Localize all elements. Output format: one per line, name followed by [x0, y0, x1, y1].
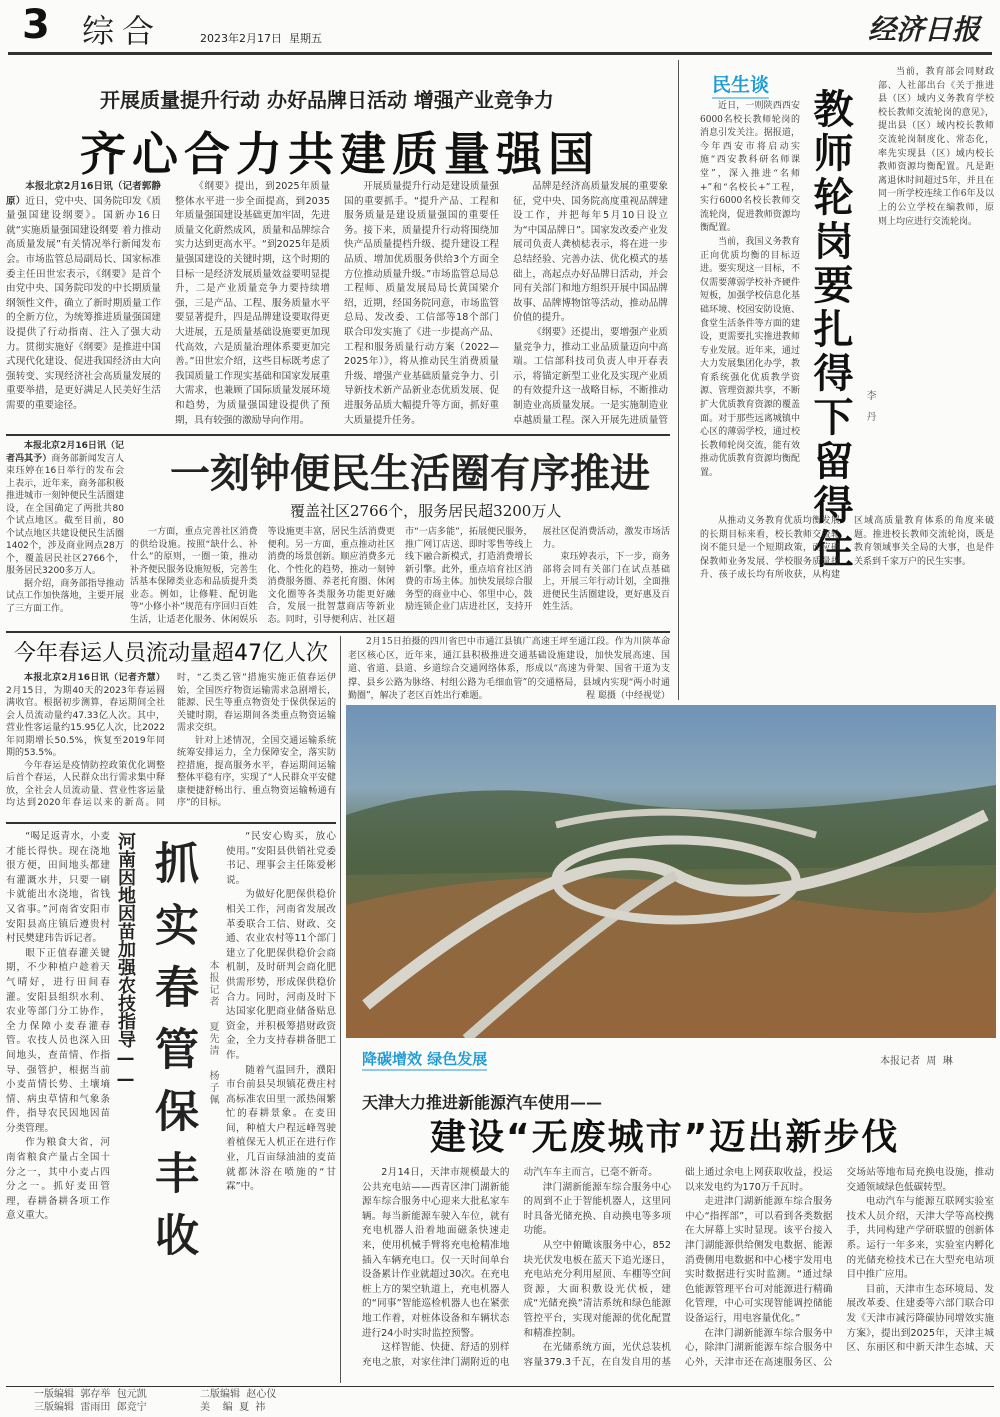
divider [6, 631, 670, 633]
column-body-1: 近日，一则陕西西安6000名校长教师轮岗的消息引发关注。据报道，今年西安市将启动实施“西安教科研名师课堂”，深入推进“名师+”和“名校长+”工程，实行6000名校长教师交流轮岗，促进教师资源均衡配置。 当前，我国义务教育正向优质均衡的目标迈进。要实现这一目标，不仅需要薄弱学校补齐硬件短板，加强学校信息化基础环境、校园安防设施、食堂生活条件等方面的建设，更需要扎实推进教师专业发展。近年来，通过大力发展集团化办学，教育系统强化优质教学资源、管理资源共享，不断扩大优质教育资源的覆盖面。对于那些远离城镇中心区的薄弱学校，通过校长教师轮岗交流，能有效推动优质教育资源均衡配置。 [700, 101, 800, 479]
editor-credit: 美 编 夏 祎 [200, 1402, 266, 1413]
story1-dateline: 本报北京2月16日讯（记者郭静原） [6, 181, 161, 207]
story1-kicker: 开展质量提升行动 办好品牌日活动 增强产业竞争力 [100, 88, 554, 112]
section-name: 综合 [82, 12, 163, 50]
story4-body-2: “民安心购买，放心使用。”安阳县供销社党委书记、理事会主任陈爱彬说。 为做好化肥保供稳价相关工作，河南省发展改革委联合工信、财政、交通、农业农村等11个部门建立了化肥保供稳价会商机制，及时研判会商化肥供需形势，形成保供稳价合力。同时，河南及时下达国家化肥商业储备贴息资金，并积极筹措财政资金，全力支持春耕备肥工作。 随着气温回升，濮阳市台前县吴坝镇花费庄村高标准农田里一派热闹繁忙的春耕景象。在麦田间，种植大户程远峰驾驶着植保无人机正在进行作业，几百亩绿油油的麦苗就都沐浴在喷施的“甘霖”中。 [226, 831, 336, 1193]
story4-subtitle: 河南因地因苗加强农技指导—— [115, 832, 136, 1090]
editor-credit: 一版编辑 郭存举 包元凯 [34, 1389, 147, 1400]
photo-caption: 2月15日拍摄的四川省巴中市通江县镇广高速王坪至通江段。作为川陕革命老区核心区，近年来，通江县积极推进交通基础设施建设，加快发展高速、国道、省道、县道、乡道综合交通网络体系，形成以“高速为骨架、国省干道为支撑、县乡公路为脉络、村组公路为毛细血管”的交通格局，县域内实现“两小时通勤圈”，解决了老区百姓出行难题。 程 聪摄（中经视觉） [348, 636, 670, 704]
editor-credit: 二版编辑 赵心仪 [200, 1389, 277, 1400]
story3-headline: 今年春运人员流动量超47亿人次 [14, 641, 328, 666]
story2-subhead: 覆盖社区2766个，服务居民超3200万人 [290, 502, 562, 520]
divider [6, 822, 336, 824]
newspaper-logo: 经济日报 [867, 13, 980, 46]
story5-kicker: 天津大力推进新能源汽车使用—— [362, 1093, 603, 1112]
editor-credit: 三版编辑 雷雨田 郎竞宁 [34, 1402, 147, 1413]
divider [6, 434, 670, 436]
divider [340, 636, 341, 1038]
story5-body: 2月14日，天津市规模最大的公共充电站——西青区津门湖新能源车综合服务中心迎来大批私家车辆。每当新能源车驶入车位，就有充电机器人沿着地面磁条快速走来，使用机械手臂将充电枪精准地插入车辆充电口。仅一天时间单台设备累计作业就超过30次。在充电桩上方的架空轨道上，充电机器人的“同事”智能巡检机器人也在紧张地工作着，对桩体设备和车辆状态进行24小时实时监控预警。 这样智能、快捷、舒适的别样充电之旅，对家住津门湖附近的电动汽车车主而言，已毫不新奇。 津门湖新能源车综合服务中心的周到不止于智能机器人，这里同时具备光储充换、自动换电等多项功能。 从空中俯瞰该服务中心，852块光伏发电板在蓝天下追光逐日，充电站充分利用屋顶、车棚等空间资源，大面积敷设光伏板，建成“光储充换”清洁系统和绿色能源管控平台，实现对能源的优化配置和精准控制。 在光储系统方面，光伏总装机容量379.3千瓦，在自发自用的基础上通过余电上网获取收益，投运以来发电约为170万千瓦时。 走进津门湖新能源车综合服务中心“指挥部”，可以看到各类数据在大屏幕上实时显现。该平台接入津门湖能源供给侧发电数据、能源消费侧用电数据和中心楼宇发用电实时数据进行实时监测。“通过绿色能源管理平台可对能源进行精确化管理，中心可实现智能调控储能设备运行，用电容量优化。” 在津门湖新能源车综合服务中心，除津门湖新能源车综合服务中心外，天津市还在高速服务区、公交场站等地布局充换电设施，推动交通领域绿色低碳转型。 电动汽车与能源互联网实验室技术人员介绍，天津大学等高校携手，共同构建产学研联盟的创新体系。运行一年多来，实验室内孵化的光储充检技术已在大型充电站项目中推广应用。 目前，天津市生态环境局、发展改革委、住建委等六部门联合印发《天津市减污降碳协同增效实施方案》，提出到2025年，天津主城区、东丽区和中新天津生态城、天 [362, 1167, 994, 1368]
column-author: 李 丹 [864, 390, 875, 421]
column-body-2: 当前，教育部会同财政部、人社部出台《关于推进县（区）域内义务教育学校校长教师交流轮岗的意见》，提出县（区）域内校长教师交流轮岗制度化、常态化，率先实现县（区）域内校长教师资源均衡配置。凡是距离退休时间超过5年，并且在同一所学校连续工作6年及以上的公立学校在编教师，原则上均应进行交流轮岗。 [878, 67, 994, 227]
footer-rule [6, 1386, 994, 1387]
masthead-rule [8, 52, 992, 55]
highway-photo [346, 705, 996, 1038]
story4-body-1: “喝足返青水，小麦才能长得快。现在浇地很方便，田间地头都建有灌溉水井，只要一刷卡就能出水浇地，省钱又省事。”河南省安阳市安阳县高庄镇后遵贵村村民樊建玮告诉记者。 眼下正值春灌关键期，不少种植户趁着天气晴好，进行田间春灌。安阳县组织水利、农业等部门分工协作，全力保障小麦春灌春管。农技人员也深入田间地头，查苗情、作指导、强管护，根据当前小麦苗情长势、土壤墒情、病虫草情和气象条件，指导农民因地因苗分类管理。 作为粮食大省，河南省粮食产量占全国十分之一，其中小麦占四分之一。抓好麦田管理，春耕备耕各项工作意义重大。 [6, 831, 110, 1222]
story2-body: 一方面，重点完善社区消费的供给设施。按照“缺什么、补什么”的原则，一圈一策，推动补齐便民服务设施短板，完善生活基本保障类业态和品质提升类业态。例如，让修鞋、配钥匙等“小修小补”规范有序回归百姓生活，让适老化服务、休闲娱乐等设施更丰富，居民生活消费更便利。另一方面，重点推动社区消费的场景创新。顺应消费多元化、个性化的趋势，推动一刻钟消费服务圈、养老托育圈、休闲文化圈等各类服务功能更好融合，发展一批智慧商店等新业态。同时，引导便利店、社区超市“一店多能”，拓展便民服务，推广网订店送、即时零售等线上线下融合新模式，打造消费增长新引擎。此外，重点培育社区消费的市场主体。加快发展综合服务型的商业中心、邻里中心，鼓励连锁企业门店进社区，支持开展社区促消费活动，激发市场活力。 束珏婷表示，下一步，商务部将会同有关部门在试点基础上，开展三年行动计划，全面推进便民生活圈建设，更好惠及百姓生活。 [130, 527, 670, 625]
story4-headline: 抓实春管保丰收 [147, 840, 198, 1274]
page-number: 3 [22, 2, 50, 48]
photo-credit: 程 聪摄（中经视觉） [586, 691, 670, 701]
story5-headline: 建设“无废城市”迈出新步伐 [430, 1117, 900, 1158]
column-headline: 教师轮岗要扎得下留得住 [807, 88, 853, 572]
story5-byline: 本报记者 周 琳 [880, 1056, 953, 1067]
divider [340, 1038, 341, 1383]
story4-byline: 本报记者 夏先清 杨子佩 [207, 960, 218, 1106]
column-label: 民生谈 [712, 70, 769, 99]
divider [678, 60, 679, 700]
story1-headline: 齐心合力共建质量强国 [80, 127, 600, 181]
story5-label: 降碳增效 绿色发展 [362, 1048, 487, 1071]
issue-date: 2023年2月17日 星期五 [200, 32, 322, 45]
story2-headline: 一刻钟便民生活圈有序推进 [170, 450, 650, 497]
column-body-3: 从推动义务教育优质均衡发展的长期目标来看，校长教师交流轮岗不能只是一个短期政策，而应确保教师业务发展、学校服务质量提升、孩子成长均有所收获，从构建区域高质量教育体系的角度来破题。推进校长教师交流轮岗，既是教育领域事关全局的大事，也是件关系到千家万户的民生实事。 [700, 516, 994, 581]
story2-lead: 本报北京2月16日讯（记者冯其予）商务部新闻发言人束珏婷在16日举行的发布会上表示，近年来，商务部积极推进城市一刻钟便民生活圈建设，在全国确定了两批共80个试点地区。截至目前，80个试点地区共建设便民生活圈1402个，涉及商业网点28万个，覆盖居民社区2766个，服务居民3200多万人。 据介绍，商务部指导推动试点工作加快落地，主要开展了三方面工作。 [6, 441, 124, 614]
story3-body: 本报北京2月16日讯（记者齐慧）2月15日，为期40天的2023年春运圆满收官。根据初步测算，春运期间全社会人员流动量约47.33亿人次。其中，营业性客运量约15.95亿人次，比2022年同期增长50.5%，恢复至2019年同期的53.5%。 今年春运是疫情防控政策优化调整后首个春运，人民群众出行需求集中释放，全社会人员流动量、营业性客运量均达到2020年春运以来的新高。同时，“乙类乙管”措施实施正值春运伊始，全国医疗物资运输需求急剧增长，能源、民生等重点物资处于保供保运的关键时期，春运期间各类重点物资运输需求交织。 针对上述情况，全国交通运输系统统筹安排运力，全力保障安全，落实防控措施，提高服务水平，春运期间运输整体平稳有序，实现了“人民群众平安健康便捷舒畅出行、重点物资运输畅通有序”的目标。 [6, 673, 336, 808]
story1-body: 本报北京2月16日讯（记者郭静原）近日，党中央、国务院印发《质量强国建设纲要》。国新办16日就“实施质量强国建设纲要 着力推动高质量发展”有关情况举行新闻发布会。市场监管总局副局长、国家标准委主任田世宏表示，《纲要》是首个由党中央、国务院印发的中长期质量纲领性文件，确立了新时期质量工作的全新方位，为统筹推进质量强国建设提供了行动指南、注入了强大动力。贯彻实施好《纲要》是推进中国式现代化建设、促进我国经济由大向强转变、实现经济社会高质量发展的重要举措，是更好满足人民美好生活需要的重要途径。 《纲要》提出，到2025年质量整体水平进一步全面提高，到2035年质量强国建设基础更加牢固，先进质量文化蔚然成风，质量和品牌综合实力达到更高水平。“到2025年是质量强国建设的关键时期，这个时期的目标一是经济发展质量效益要明显提升，二是产业质量竞争力要持续增强，三是产品、工程、服务质量水平要显著提升，四是品牌建设要取得更大进展，五是质量基础设施要更加现代高效，六是质量治理体系要更加完善。”田世宏介绍，这些目标既考虑了我国质量工作现实基础和国家发展重大需求，也兼顾了国际质量发展环境和趋势，为质量强国建设提供了预期，具有较强的激励导向作用。 开展质量提升行动是建设质量强国的重要抓手。“提升产品、工程和服务质量是建设质量强国的重要任务。接下来，质量提升行动将围绕加快产品质量提档升级、提升建设工程品质、增加优质服务供给3个方面全方位推动质量升级。”市场监管总局总工程师、质量发展局局长黄国梁介绍，近期，经国务院同意，市场监管总局、发改委、工信部等18个部门联合印发实施了《进一步提高产品、工程和服务质量行动方案（2022—2025年）》，将从推动民生消费质量升级、增强产业基础质量竞争力、引导新技术新产品新业态优质发展、促进服务品质大幅提升等方面，抓好重大质量提升任务。 品牌是经济高质量发展的重要象征，党中央、国务院高度重视品牌建设工作，并把每年5月10日设立为“中国品牌日”。国家发改委产业发展司负责人龚桢梽表示，将在进一步总结经验、完善办法、优化模式的基础上，高起点办好品牌日活动，并会同有关部门和地方组织开展中国品牌故事、品牌博物馆等活动，推动品牌价值的提升。 《纲要》还提出，要增强产业质量竞争力，推动工业品质量迈向中高端。工信部科技司负责人申开春表示，将锚定新型工业化及实现产业质的有效提升这一战略目标，不断推动制造业高质量发展。一是实施制造业卓越质量工程。深入开展先进质量管 [6, 181, 668, 426]
